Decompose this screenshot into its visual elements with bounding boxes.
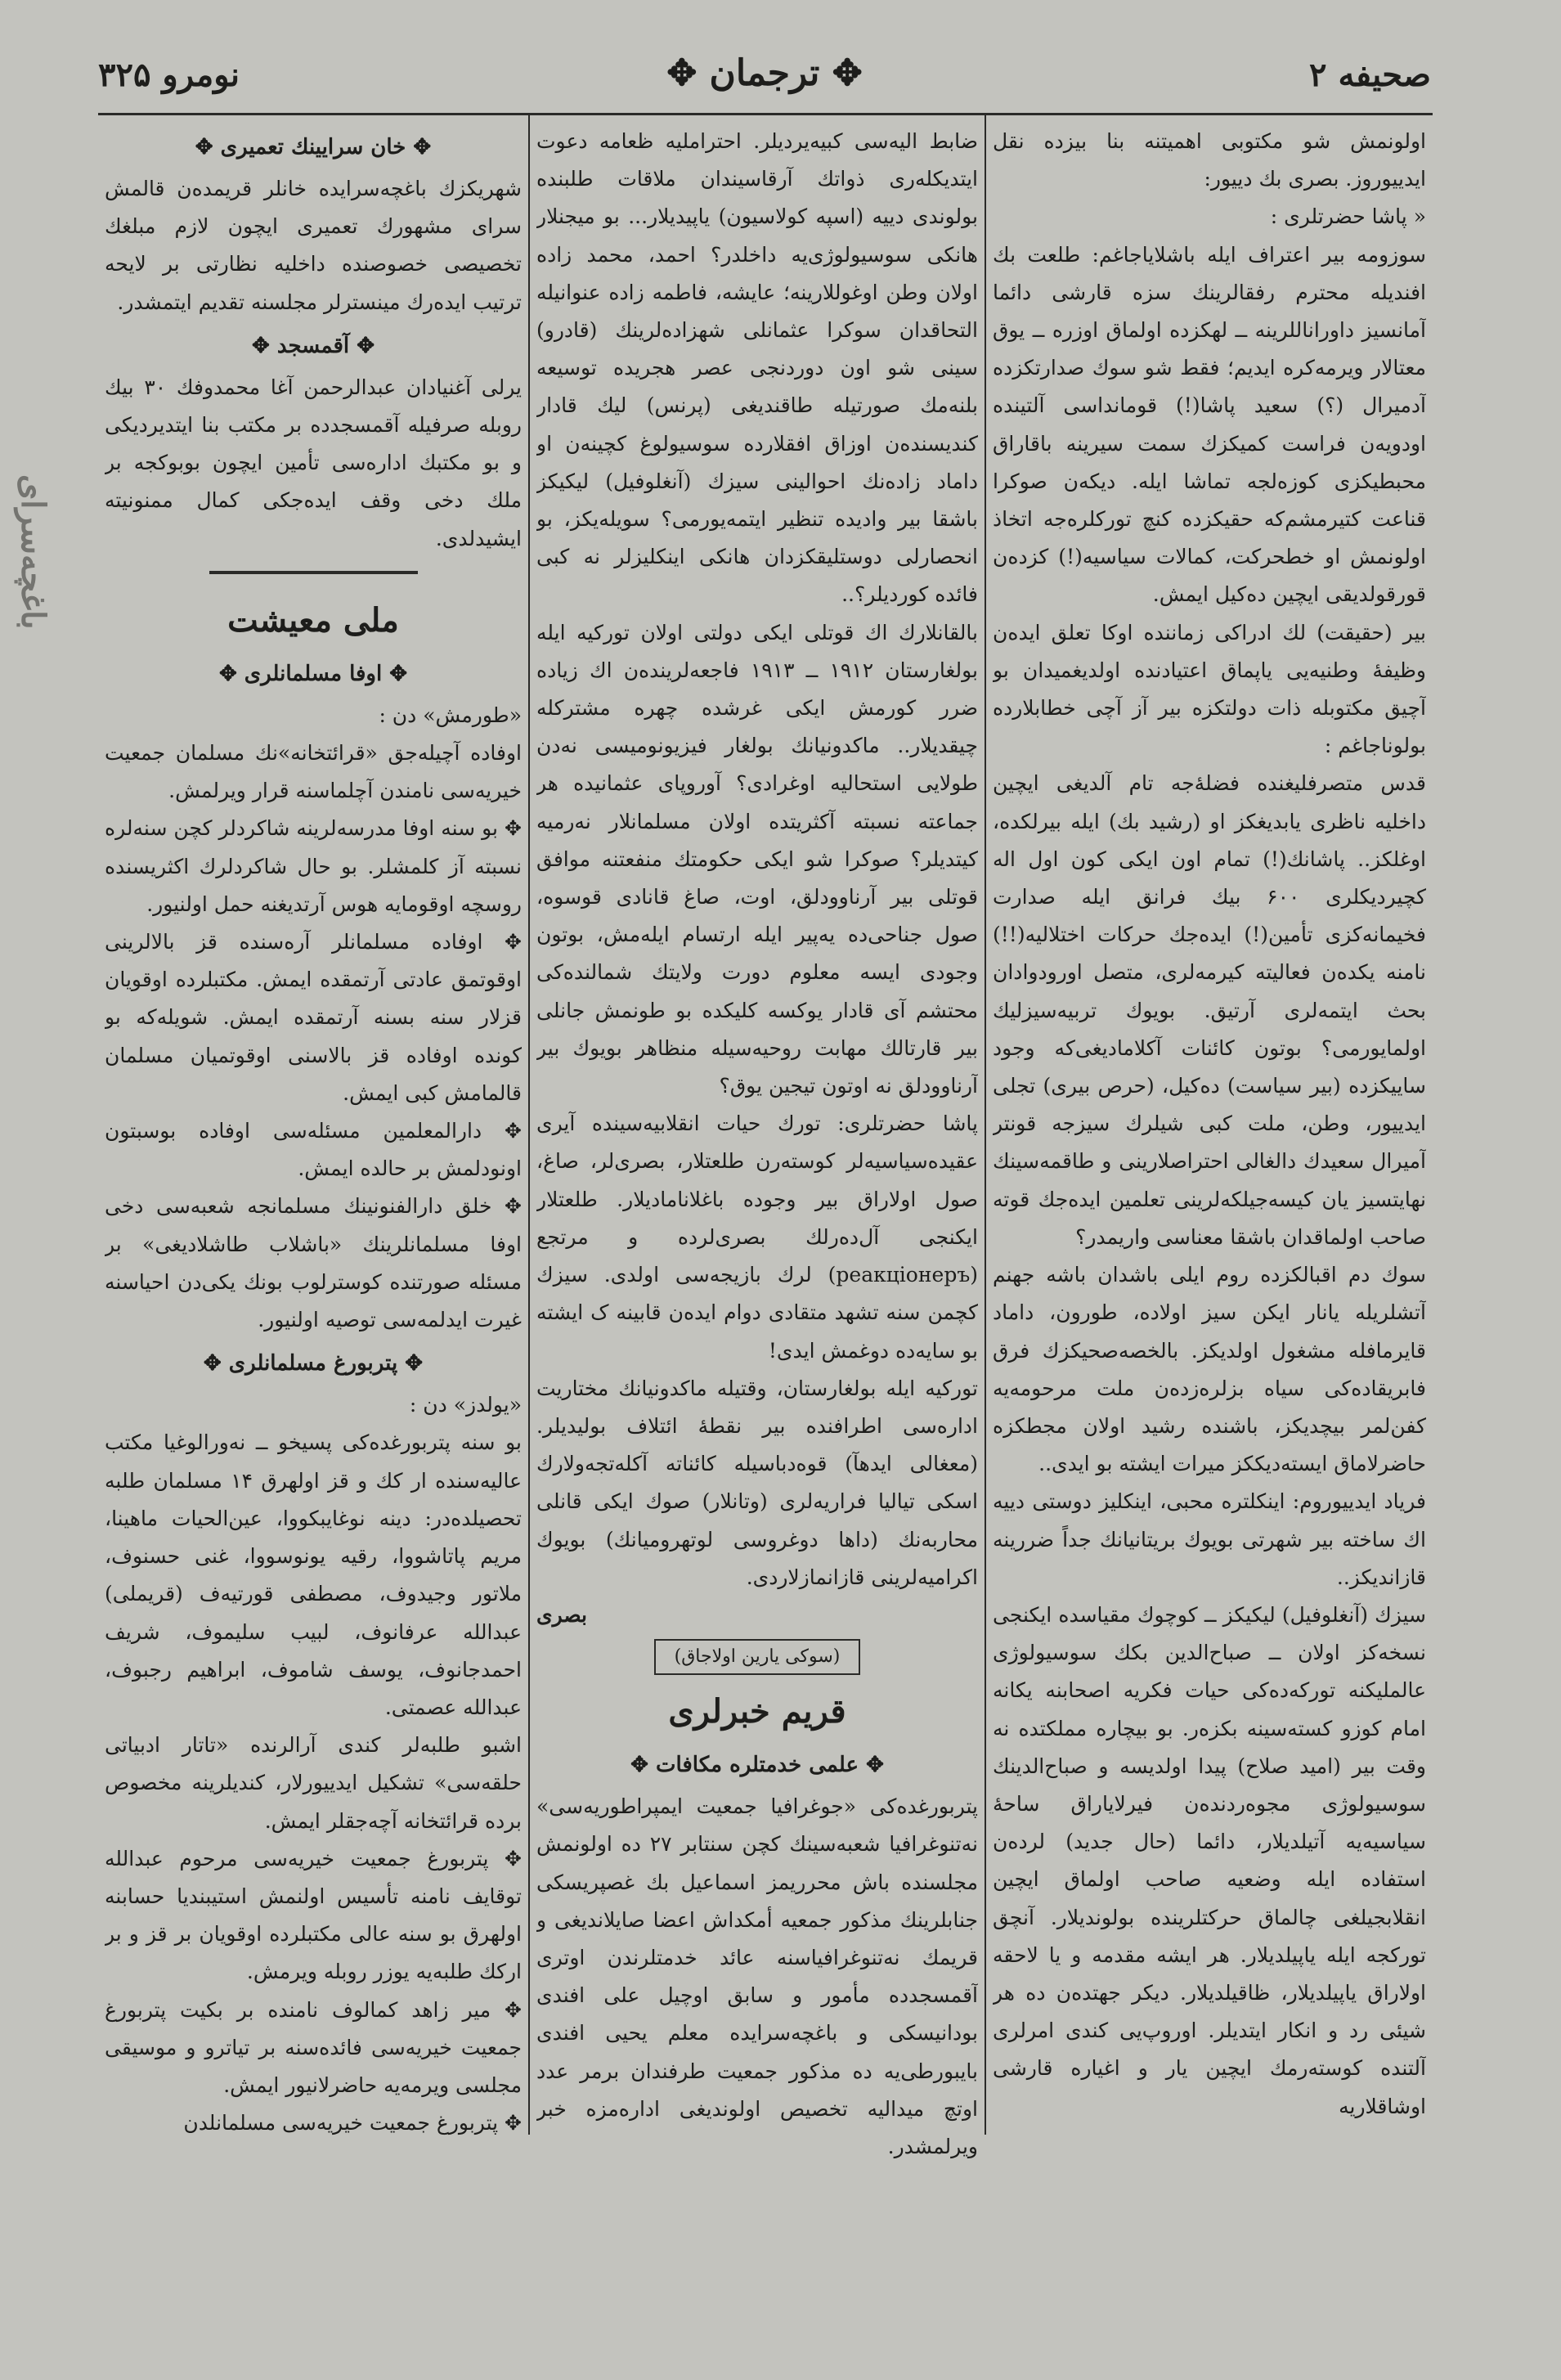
source-label: «یولدز» دن : (409, 1393, 522, 1417)
paragraph: یرلی آغنیادان عبدالرحمن آغا محمدوفك ۳۰ بیك روبله صرفیله آقمسجدده بر مکتب بنا ایتدیردیکی و بو مکتبك اداره‌سی تأمین ایچون بوبوکجه بر ملك دخی وقف ایده‌جکی کمال ممنونیته ایشیدلدی. (105, 375, 522, 550)
paragraph: اولونمش شو مکتوبی اهمیتنه بنا بیزده نقل ایدییوروز. بصری بك دییور: (993, 129, 1426, 191)
article-heading: ✥ علمی خدمتلره مکافات ✥ (630, 1753, 884, 1778)
margin-handwriting: باغچه‌سرای (14, 474, 52, 630)
masthead-title (98, 52, 1431, 94)
bullet-icon: ✥ (498, 2111, 522, 2135)
paragraph: ✥ اوفاده مسلمانلر آره‌سنده قز بالالرینی اوقوتمق عادتی آرتمقده ایمش. مکتبلرده اوقویان قزلار سنه بسنه آرتمقده ایمش. شویله‌که بو کونده اوفاده قز بالاسنی اوقوتمیان مسلمان قالمامش کبی ایمش. (105, 930, 522, 1105)
paragraph: پتربورغده‌کی «جوغرافیا جمعیت ایمپراطوریه‌سی» نه‌تنوغرافیا شعبه‌سینك کچن سنتابر ۲۷ ده اولونمش مجلسنده باش محرریمز اسماعیل بك غصپریسکی جنابلرینك مذکور جمعیه ‌أمکداش اعضا صایلاندیغی و قریمك نه‌تنوغرافیاسنه عائد خدمتلرندن اوتری آقمسجدده مأمور و سابق اوچیل علی افندی بودانیسکی و باغچه‌سرایده معلم یحیی افندی بایبورطی‌یه ده مذکور جمعیت طرفندان برمر عدد اوتچ میدالیه تخصیص اولوندیغی اداره‌مزه خبر ویرلمشدر. (536, 1794, 978, 2158)
ornament-icon: ✥ (859, 1753, 884, 1778)
masthead-text: ترجمان (709, 52, 820, 94)
article-heading: ✥ خان سرایینك تعمیری ✥ (195, 135, 432, 159)
section-title: ملی معیشت (227, 600, 399, 640)
header-rule (98, 113, 1433, 115)
ornament-icon: ✥ (349, 333, 375, 358)
paragraph: اوفاده آچیله‌جق «قرائتخانه»نك مسلمان جمعیت خیریه‌سی نامندن آچلماسنه قرار ویرلمش. (105, 741, 522, 803)
article-heading: ✥ آقمسجد ✥ (252, 333, 375, 358)
column-right (993, 123, 1426, 2364)
ornament-icon: ✥ (382, 661, 408, 686)
paragraph: سوك دم اقبالکزده روم ایلی باشدان باشه جهنم آتشلریله یانار ایکن سیز اولاده، طورون، داماد قایرمافله مشغول اولدیکز. بالخصه‌صحیکزك فرق فابریقاده‌کی سیاه بزلره‌زده‌ن ملت مرحومه‌یه کفن‌لمر بیچدیکز، باشنده رشید اولان مجطکزه حاضرلاماق ایسته‌دیککز میرات ایشته بو ایدی.. (993, 1263, 1426, 1476)
column-left (105, 123, 522, 2364)
section-title: قریم خبرلری (668, 1692, 846, 1731)
issue-number: نومرو ۳۲۵ (98, 56, 240, 94)
author-signature: بصری (536, 1602, 587, 1627)
ornament-icon: ✥ (397, 1351, 424, 1376)
ornament-icon: ✥ (406, 135, 432, 159)
paragraph: ضابط الیه‌سی کبیه‌یردیلر. احتراملیه ظعامه دعوت ایتدیکله‌ری ذواتك آرقاسیندان ملاقات طلبنده بولوندی دییه (اسپه کولاسیون) یاپیدیلار... بو میجنلار هانکی سوسیولوژی‌یه داخلدر؟ احمد، محمد زاده اولان وطن اوغوللارینه؛ عایشه، فاطمه زاده عنوانیله التحاقدان سوکرا عثمانلی شهزاده‌لرینك (قادرو) سینی شو اون دوردنجی عصر هجریده توسیعه بلنه‌مك صورتیله طاقندیغی (پرنس) لیك قادار کندیسنده‌ن اوزاق افقلارده سوسیولوغ کچینه‌ن او داماد زاده‌نك احوالینی سیزك (آنغلوفیل) لیکیکز باشقا بیر وادیده تنظیر ایتمه‌یورمی؟ سویله‌یکز، بو انحصارلی دوستلیقکزدان هانکی اینکلیزلر نه کبی فائده کوردیلر؟.. (536, 129, 978, 607)
column-divider (528, 115, 530, 2135)
paragraph: تورکیه ایله بولغارستان، وقتیله ماکدونیانك مختاریت اداره‌سی اطرافنده بیر نقطهٔ ائتلاف بولیدیلر. (معغالی ایدهآ) قوه‌دباسیله کائناته آکله‌تجه‌ولارك اسکی تیالیا فراریه‌لری (وتانلار) صوك ایکی قانلی محاربه‌نك (داها دوغروسی لوتهرومیانك) بویوك اکرامیه‌لرینی قازانمازلاردی. (536, 1376, 978, 1589)
paragraph: اشبو طلبه‌لر کندی آرالرنده «تاتار ادبیاتی حلقه‌سی» تشکیل ایدییورلار، کندیلرینه مخصوص برده قرائتخانه آچه‌جقلر ایمش. (105, 1733, 522, 1833)
paragraph: پاشا حضرتلری: تورك حیات انقلابیه‌سینده آیری عقیده‌سیاسیه‌لر کوسته‌رن طلعتلار، بصری‌لر، صاغ، صول اولاراق بیر وجوده باغلانامادیلار. طلعتلار ایکنجی آل‌ده‌رلك بصری‌لرده و مرتجع (реакціонеръ) لرك بازیجه‌سی اولدی. سیزك کچمن سنه تشهد متقادی دوام ایده‌ن قابینه‌ ک ایشته بو سایه‌ده دوغمش ایدی! (536, 1111, 978, 1363)
continued-notice: (سوکی یارین اولاجاق) (654, 1639, 860, 1675)
paragraph: سیزك (آنغلوفیل) لیکیکز ــ کوچوك مقیاسده ایکنجی نسخه‌کز اولان ــ صباح‌الدین بکك سوسیولوژی عالملیکنه تورکه‌ده‌کی حیات فکریه اصحابنه یکانه امام کوزو کسته‌سینه بکزه‌ر. بو بیچاره مملکتده نه وقت بیر (امید صلاح) پیدا اولدیسه و صباح‌الدینك سوسیولوژی مجوه‌ردنده‌ن فیرلایاراق ساحهٔ سیاسیه‌یه آتیلدیلار، دائما (حال جدید) لرده‌ن استفاده ایله وضعیه صاحب اولماق ایچین انقلابجیلغی چالماق حرکتلرینده بولوندیلار. آنچق تورکجه ایله یاپیلدیلار. هر ایشه مقدمه و یا لاحقه اولاراق یاپیلدیلار، ظاقیلدیلار. دیکر جهتده‌ن ده هر شیئی رد و انکار ایتدیلر. اوروپ‌یی کندی امرلری آلتنده کوسته‌رمك ایچین یار و اغیاره قارشی اوشاقلاریه (993, 1602, 1426, 2118)
section-rule (209, 571, 418, 574)
paragraph: ✥ بو سنه اوفا مدرسه‌لرینه شاکردلر کچن سنه‌لره نسبته آز کلمشلر. بو حال شاکردلرك اکثریسنده روسچه اوقومایه هوس آرتدیغنه حمل اولنیور. (105, 816, 522, 916)
paragraph: ✥ پتربورغ جمعیت خیریه‌سی مسلمانلدن (183, 2111, 522, 2135)
column-divider (985, 115, 986, 2135)
paragraph: ✥ خلق دارالفنونینك مسلمانجه شعبه‌سی دخی اوفا مسلمانلرینك «باشلاب طاشلادیغی» بر مسئله صورتنده کوسترلوب بونك یکی‌دن احیاسنه غیرت ایدلمه‌سی توصیه اولنیور. (105, 1194, 522, 1332)
paragraph: ✥ دارالمعلمین مسئله‌سی اوفاده بوسبتون اونودلمش بر حالده ایمش. (105, 1119, 522, 1181)
source-label: «طورمش» دن : (379, 703, 522, 727)
ornament-icon: ✥ (195, 135, 221, 159)
article-heading: ✥ اوفا مسلمانلری ✥ (218, 661, 408, 686)
paragraph: ✥ پتربورغ جمعیت خیریه‌سی مرحوم عبدالله توقایف نامنه تأسیس اولنمش استیبندیا حسابنه اولهرق بو سنه عالی مکتبلرده اوقویان بر قز و بر ارکك طلبه‌یه یوزر روبله ویرمش. (105, 1846, 522, 1984)
bullet-icon: ✥ (488, 1846, 522, 1870)
bullet-icon: ✥ (498, 816, 522, 841)
paragraph: شهریکزك باغچه‌سرایده خانلر قریمده‌ن قالمش سرای مشهورك تعمیری ایچون لازم مبلغك تخصیصی خصوصنده داخلیه نظارتی بر لایحه ترتیب ایده‌رك مینسترلر مجلسنه تقدیم ایتمشدر. (105, 177, 522, 314)
column-middle (536, 123, 978, 2364)
page-number: صحیفه ۲ (1309, 56, 1431, 94)
ornament-icon: ✥ (666, 52, 710, 94)
ornament-icon: ✥ (252, 333, 277, 358)
bullet-icon: ✥ (491, 1194, 522, 1219)
bullet-icon: ✥ (482, 930, 522, 954)
paragraph: ✥ میر زاهد کمالوف نامنده بر بکیت پتربورغ جمعیت خیریه‌سی فائده‌سنه بر تیاترو و موسیقی مجلسی ویرمه‌یه حاضرلانیور ایمش. (105, 1997, 522, 2097)
ornament-icon: ✥ (630, 1753, 656, 1778)
paragraph: قدس متصرفلیغنده فضلهٔ‌جه تام آلدیغی ایچین داخلیه ناظری یابدیغکز او (رشید بك) ایله بیرلکده، اوغلکز.. پاشانك(!) تمام اون ایکی کون اول اله کچیردیکلری ۶۰۰ بیك فرانق ایله صدارت فخیمانه‌کزی تأمین(!) ایده‌جك حرکات اختلالیه(!!) نامنه یکده‌ن فعالیته کیرمه‌لری، متصل اورودوادان بحث ایتمه‌لری آرتیق. بویوك تربیه‌سیزلیك اولمایورمی؟ بوتون کائنات آکلامادیغی‌که وجود ساییکزده (بیر سیاست) ده‌کیل، (حرص بیری) تجلی ایدییور، وطن، ملت کبی شیلرك سیزجه قونتر آمیرال سعیدك دالغالی احتراصلارینی و طاقمه‌سینك نهایتسیز یان کیسه‌جیلکه‌لرینی تعلمین ایده‌جك قوته صاحب اولماقدان باشقا معناسی واریمدر؟ (993, 771, 1426, 1249)
paragraph: فریاد ایدییوروم: اینکلتره محبی، اینکلیز دوستی دییه اك ساخته بیر شهرتی بویوك بریتانیانك جداً ضررینه قازاندیکز.. (993, 1489, 1426, 1589)
paragraph: بیر (حقیقت) لك ادراکی زماننده اوکا تعلق ایده‌ن وظیفهٔ وطنیه‌یی یاپماق اعتیادنده اولدیغمیدان بو آچیق مکتوبله ذات دولتکزه بیر آز آچی خطابلارده بولوناجاغم : (993, 620, 1426, 758)
ornament-icon: ✥ (819, 52, 863, 94)
paragraph: « پاشا حضرتلری : (1270, 204, 1426, 229)
ornament-icon: ✥ (203, 1351, 229, 1376)
paragraph: بو سنه پتربورغده‌کی پسیخو ــ نه‌ورالوغیا مکتب عالیه‌سنده ار کك و قز اولهرق ۱۴ مسلمان طلبه تحصیلده‌در: دینه نوغایبکووا، عین‌الحیات ماهینا، مریم پاتاشووا، رقیه یونوسووا، غنی حسنوف، ملاتور وجیدوف، مصطفی قورتیه‌ف (قریملی) عبدالله عرفانوف، لبیب سلیموف، شریف احمدجانوف، یوسف شاموف، ابراهیم رجبوف، عبدالله عصمتی. (105, 1430, 522, 1719)
bullet-icon: ✥ (482, 1119, 522, 1143)
paragraph: سوزومه بیر اعتراف ایله باشلایاجاغم: طلعت بك افندیله محترم رفقالرینك سزه قارشی دائما آمانسیز داوراناللرینه ــ لهکزده اولماق اوزره ــ یوق معتالار ویرمه‌کره ایدیم؛ فقط شو سوك صدارتکزده آدمیرال (؟) سعید پاشا(!) قومانداسی آلتینده اودویه‌ن فراست کمیکزك سمت سیرینه باقاراق محبطیکزی کوزه‌لجه تماشا ایله. دیکه‌ن صوکرا قناعت کتیرمشم‌که حقیکزده کنچ تورکلره‌جه اتخاذ اولونمش او خطحرکت، کمالات سیاسیه(!) کزده‌ن قورقولدیقی ایچین ده‌کیل ایمش. (993, 242, 1426, 607)
page-header (98, 51, 1431, 108)
ornament-icon: ✥ (218, 661, 244, 686)
bullet-icon: ✥ (491, 1997, 522, 2022)
article-heading: ✥ پتربورغ مسلمانلری ✥ (203, 1351, 424, 1376)
paragraph: بالقانلارك اك قوتلی ایکی دولتی اولان تورکیه ایله بولغارستان ۱۹۱۲ ــ ۱۹۱۳ فاجعه‌لرینده‌ن اك زیاده ضرر کورمش ایکی غرشده چهره مشترکله چیقدیلار.. ماکدونیانك بولغار فیزیونومیسی نه‌دن طولایی استحالیه اوغرادی؟ آوروپای عثمانیده هر جماعته نسبته آکثریتده اولان مسلمانلار نه‌رمیه کیتدیلر؟ صوکرا شو ایکی حکومتك منفعتنه موافق قوتلی بیر آرناوودلق، اوت، صاغ قانادی قوسوه، صول جناحی‌ده یه‌پیر ایله ارتسام ایله‌مش، بوتون وجودی ایسه معلوم دورت ولایتك شمالنده‌کی محتشم آی قادار یوکسه کلیکده بو طونمش جانلی بیر قارتالك مهابت روحیه‌سیله منظاهر بویوك بیر آرناوودلق نه اوتون تیجین یوق؟ (536, 620, 978, 1098)
